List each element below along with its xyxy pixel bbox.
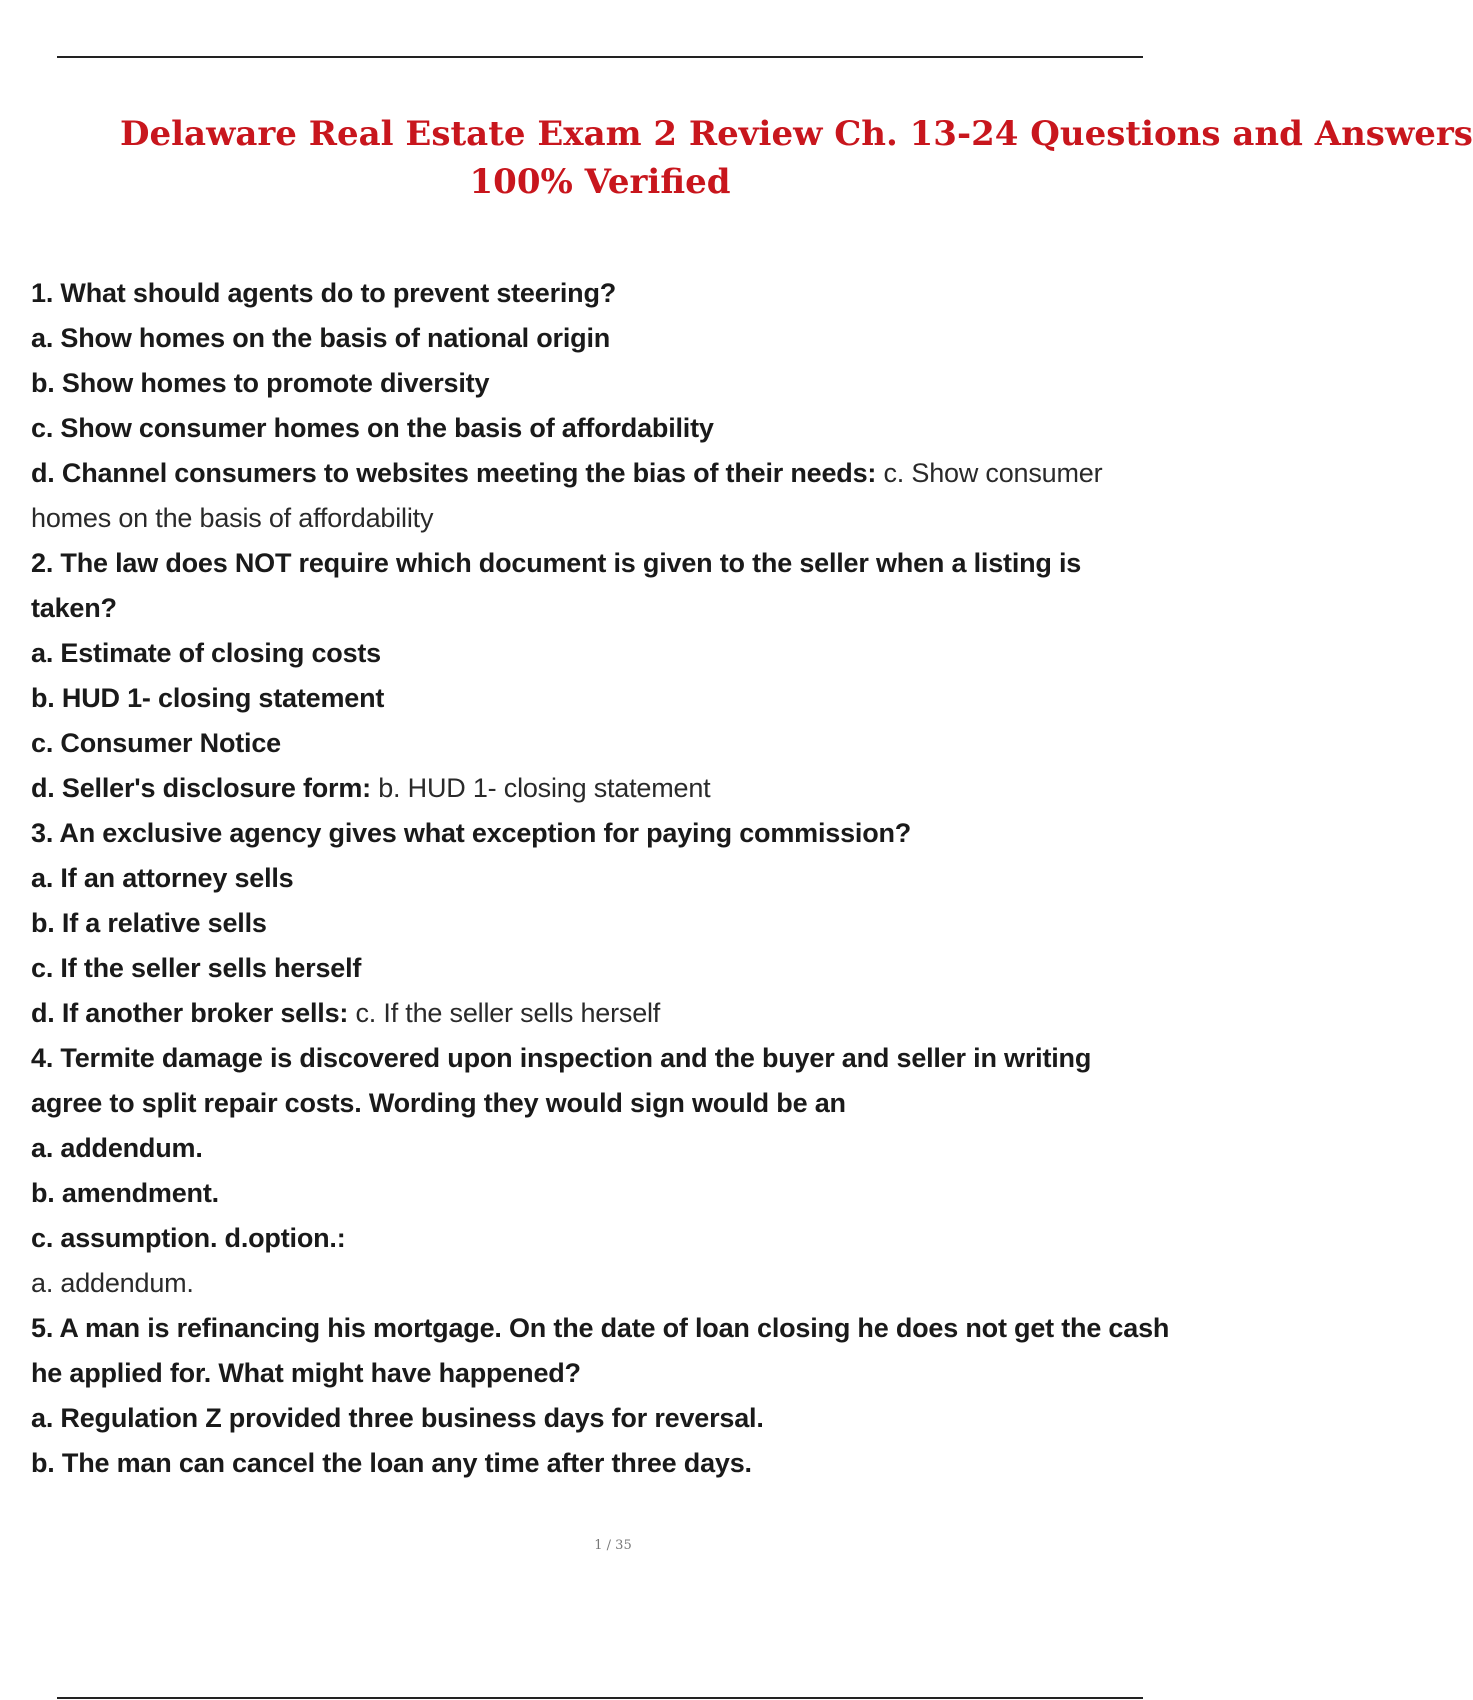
question-text: a. Estimate of closing costs [31, 638, 382, 668]
answer-text: a. addendum. [31, 1268, 194, 1298]
text-line [31, 676, 1191, 721]
question-text: 4. Termite damage is discovered upon inspection and the buyer and seller in writing [31, 1043, 1092, 1073]
question-text: a. addendum. [31, 1133, 203, 1163]
text-line [31, 451, 1191, 496]
question-text: d. Seller's disclosure form: [31, 773, 371, 803]
text-line [31, 316, 1191, 361]
answer-text: homes on the basis of affordability [31, 503, 434, 533]
question-list [31, 271, 1191, 1486]
text-line [31, 766, 1191, 811]
question-text: taken? [31, 593, 117, 623]
question-text: 3. An exclusive agency gives what exception for paying commission? [31, 818, 912, 848]
bottom-rule [57, 1697, 1143, 1699]
text-line [31, 901, 1191, 946]
text-line [31, 586, 1191, 631]
text-line [31, 361, 1191, 406]
question-text: 2. The law does NOT require which document is given to the seller when a listing is [31, 548, 1082, 578]
text-line [31, 721, 1191, 766]
text-line [31, 1396, 1191, 1441]
title-line-2: 100% Verified [469, 162, 731, 202]
title-line-1: Delaware Real Estate Exam 2 Review Ch. 13-24 Questions and Answers [120, 114, 1473, 154]
text-line [31, 811, 1191, 856]
question-text: b. amendment. [31, 1178, 219, 1208]
text-line [31, 1261, 1191, 1306]
question-text: c. assumption. d.option.: [31, 1223, 346, 1253]
text-line [31, 1216, 1191, 1261]
answer-text: c. If the seller sells herself [348, 998, 661, 1028]
text-line [31, 271, 1191, 316]
question-text: he applied for. What might have happened? [31, 1358, 581, 1388]
question-text: b. HUD 1- closing statement [31, 683, 385, 713]
text-line [31, 856, 1191, 901]
answer-text: c. Show consumer [876, 458, 1103, 488]
page-number: 1 / 35 [594, 1538, 632, 1553]
question-text: a. Regulation Z provided three business days for reversal. [31, 1403, 764, 1433]
question-text: 5. A man is refinancing his mortgage. On the date of loan closing he does not get the cash [31, 1313, 1170, 1343]
question-text: agree to split repair costs. Wording they would sign would be an [31, 1088, 846, 1118]
question-text: d. If another broker sells: [31, 998, 349, 1028]
text-line [31, 631, 1191, 676]
answer-text: b. HUD 1- closing statement [370, 773, 711, 803]
question-text: b. Show homes to promote diversity [31, 368, 490, 398]
text-line [31, 406, 1191, 451]
question-text: b. If a relative sells [31, 908, 267, 938]
text-line [31, 1081, 1191, 1126]
question-text: c. If the seller sells herself [31, 953, 362, 983]
text-line [31, 946, 1191, 991]
question-text: b. The man can cancel the loan any time after three days. [31, 1448, 752, 1478]
question-text: d. Channel consumers to websites meeting the bias of their needs: [31, 458, 877, 488]
text-line [31, 496, 1191, 541]
document-title [0, 110, 1473, 206]
question-text: a. Show homes on the basis of national origin [31, 323, 611, 353]
text-line [31, 1171, 1191, 1216]
text-line [31, 991, 1191, 1036]
text-line [31, 1441, 1191, 1486]
text-line [31, 1036, 1191, 1081]
question-text: c. Consumer Notice [31, 728, 281, 758]
question-text: 1. What should agents do to prevent steering? [31, 278, 617, 308]
text-line [31, 1306, 1191, 1351]
question-text: a. If an attorney sells [31, 863, 294, 893]
top-rule [57, 56, 1143, 58]
text-line [31, 541, 1191, 586]
text-line [31, 1351, 1191, 1396]
text-line [31, 1126, 1191, 1171]
question-text: c. Show consumer homes on the basis of affordability [31, 413, 714, 443]
